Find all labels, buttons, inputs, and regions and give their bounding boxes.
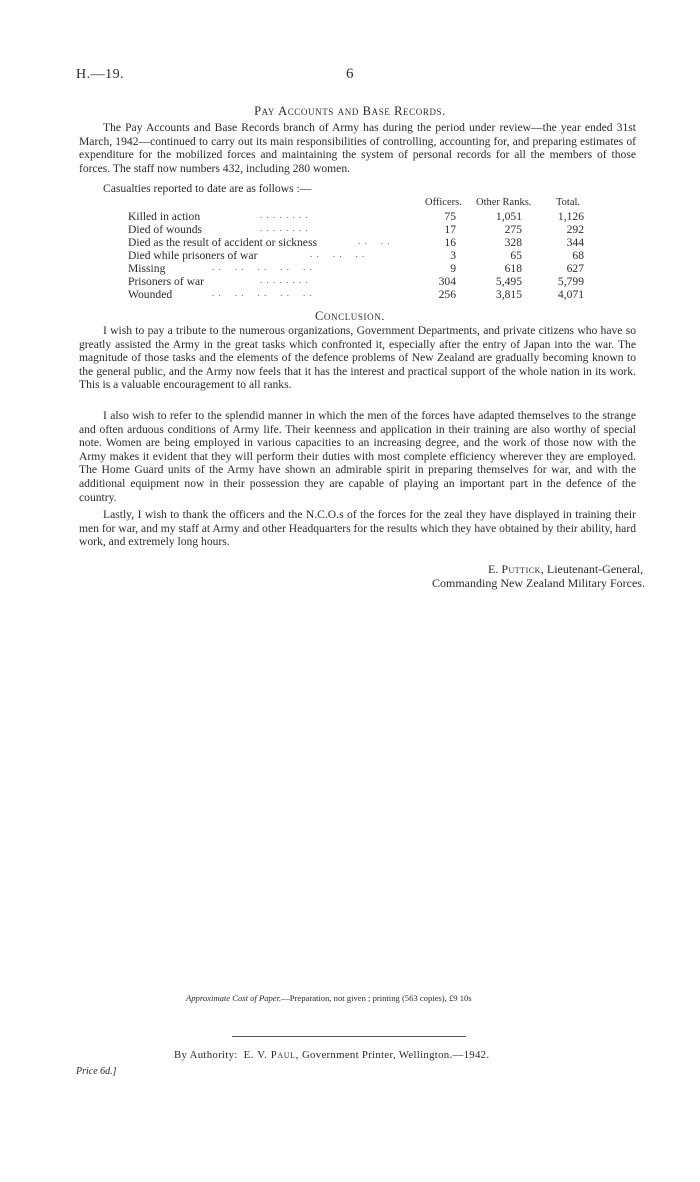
table-row xyxy=(0,249,700,262)
table-row xyxy=(0,275,700,288)
column-header-total: Total. xyxy=(556,197,581,208)
cost-label: Approximate Cost of Paper. xyxy=(186,993,282,1003)
row-label: Wounded xyxy=(128,288,173,301)
total-value: 344 xyxy=(566,236,584,249)
dot-leader: . . . . . . . . xyxy=(260,223,309,233)
total-value: 627 xyxy=(566,262,584,275)
officers-value: 9 xyxy=(450,262,456,275)
signature-initial: E. xyxy=(488,562,499,576)
dot-leader: . . . . . . . . xyxy=(260,275,309,285)
row-label: Killed in action xyxy=(128,210,201,223)
cost-of-paper-note xyxy=(186,993,472,1003)
total-value: 68 xyxy=(572,249,584,262)
dot-leader: . . . . xyxy=(358,236,391,246)
pay-accounts-paragraph: The Pay Accounts and Base Records branch of Army has during the period under review—the year ended 31st March, 1942—continued to carry out its main responsibilities of controlling, accounting for, and preparing estimates of expenditure for the mobilized forces and maintaining the system of personal records for all the members of those forces. The staff now numbers 432, including 280 women. xyxy=(79,121,636,175)
other-ranks-value: 5,495 xyxy=(495,275,522,288)
column-header-officers: Officers. xyxy=(425,197,462,208)
signature-title: Commanding New Zealand Military Forces. xyxy=(432,576,645,590)
officers-value: 3 xyxy=(450,249,456,262)
conclusion-paragraph-1: I wish to pay a tribute to the numerous organizations, Government Departments, and private citizens who have so greatly assisted the Army in the great tasks which confronted it, especially after the entry of Japan into the war. The magnitude of those tasks and the elements of the defence problems of New Zealand are gradually becoming known to the general public, and the Army now feels that it has the interest and practical support of the whole nation in its work. This is a valuable encouragement to all ranks. xyxy=(79,324,636,392)
row-label: Died of wounds xyxy=(128,223,203,236)
total-value: 1,126 xyxy=(557,210,584,223)
officers-value: 304 xyxy=(438,275,456,288)
total-value: 4,071 xyxy=(557,288,584,301)
row-label: Missing xyxy=(128,262,166,275)
officers-value: 16 xyxy=(444,236,456,249)
table-row xyxy=(0,288,700,301)
printer-name: E. V. Paul, xyxy=(243,1049,299,1061)
signature-rank: , Lieutenant-General, xyxy=(540,562,644,576)
other-ranks-value: 275 xyxy=(504,223,522,236)
other-ranks-value: 65 xyxy=(510,249,522,262)
authority-line xyxy=(174,1049,489,1061)
other-ranks-value: 1,051 xyxy=(495,210,522,223)
dot-leader: . . . . . . xyxy=(310,249,366,259)
price-note: Price 6d.] xyxy=(76,1066,117,1077)
table-row xyxy=(0,262,700,275)
section-heading-pay-accounts: Pay Accounts and Base Records. xyxy=(254,104,446,118)
column-header-other-ranks: Other Ranks. xyxy=(476,197,532,208)
dot-leader: . . . . . . . . . . xyxy=(212,288,313,298)
cost-text: —Preparation, not given ; printing (563 copies), £9 10s xyxy=(281,993,472,1003)
table-row xyxy=(0,210,700,223)
other-ranks-value: 618 xyxy=(504,262,522,275)
page-reference: H.—19. xyxy=(76,67,125,82)
row-label: Died as the result of accident or sickness xyxy=(128,236,317,249)
officers-value: 17 xyxy=(444,223,456,236)
conclusion-paragraph-2: I also wish to refer to the splendid manner in which the men of the forces have adapted themselves to the strange and often arduous conditions of Army life. Their keenness and application in their training are also worthy of special note. Women are being employed in various capacities to an increasing degree, and the work of those now with the Army makes it evident that they will perform their duties with most complete efficiency wherever they are employed. The Home Guard units of the Army have shown an admirable spirit in preparing themselves for war, and with the additional equipment now in their possession they are capable of playing an important part in the defence of the country. xyxy=(79,409,636,504)
row-label: Died while prisoners of war xyxy=(128,249,258,262)
table-row xyxy=(0,236,700,249)
signature-line xyxy=(488,562,643,577)
section-heading-conclusion: Conclusion. xyxy=(314,309,386,323)
table-row xyxy=(0,223,700,236)
dot-leader: . . . . . . . . xyxy=(260,210,309,220)
officers-value: 75 xyxy=(444,210,456,223)
other-ranks-value: 3,815 xyxy=(495,288,522,301)
authority-prefix: By Authority: xyxy=(174,1049,238,1061)
page-number: 6 xyxy=(346,66,354,82)
other-ranks-value: 328 xyxy=(504,236,522,249)
conclusion-paragraph-3: Lastly, I wish to thank the officers and the N.C.O.s of the forces for the zeal they have displayed in training their men for war, and my staff at Army and other Headquarters for the results which they have obtained by their ability, hard work, and extremely long hours. xyxy=(79,508,636,549)
signature-name: Puttick xyxy=(501,562,541,576)
total-value: 5,799 xyxy=(557,275,584,288)
total-value: 292 xyxy=(566,223,584,236)
dot-leader: . . . . . . . . . . xyxy=(212,262,313,272)
authority-suffix: Government Printer, Wellington.—1942. xyxy=(301,1049,490,1061)
officers-value: 256 xyxy=(438,288,456,301)
row-label: Prisoners of war xyxy=(128,275,204,288)
casualties-lead: Casualties reported to date are as follows :— xyxy=(103,182,312,195)
footer-rule xyxy=(232,1036,466,1037)
